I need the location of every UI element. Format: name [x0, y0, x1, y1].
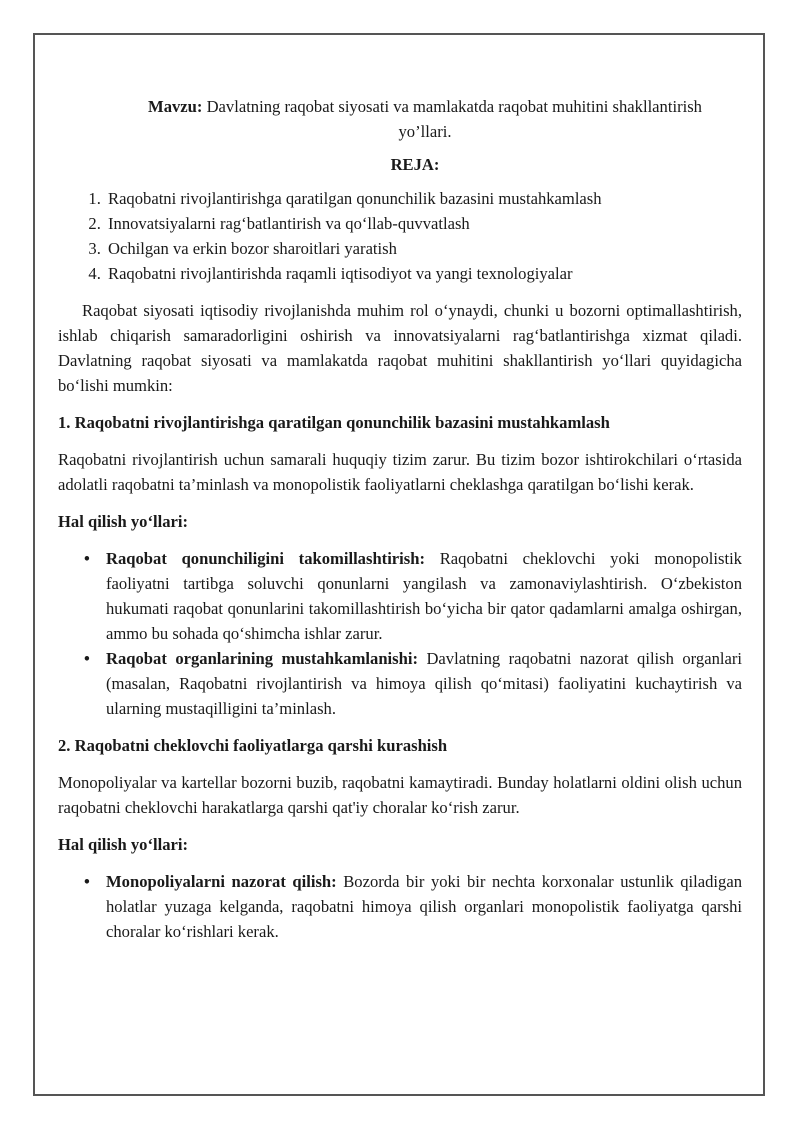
- title-text-line2: yo’llari.: [398, 122, 452, 141]
- list-item: [84, 546, 742, 646]
- bullet-bold-lead: Raqobat qonunchiligini takomillashtirish:: [106, 549, 425, 568]
- document-body: [58, 94, 742, 944]
- bullet-bold-lead: Monopoliyalarni nazorat qilish:: [106, 872, 337, 891]
- bullet-list-2: [58, 869, 742, 944]
- title-label: Mavzu:: [148, 97, 203, 116]
- document-title: [58, 94, 742, 119]
- bullet-bold-lead: Raqobat organlarining mustahkamlanishi:: [106, 649, 418, 668]
- plan-item: 4. Raqobatni rivojlantirishda raqamli iqtisodiyot va yangi texnologiyalar: [105, 261, 742, 286]
- section-paragraph-1: Raqobatni rivojlantirish uchun samarali huquqiy tizim zarur. Bu tizim bozor ishtirokchilari o‘rtasida adolatli raqobatni ta’minlash va monopolistik faoliyatlarni cheklashga qaratilgan bo‘lishi kerak.: [58, 450, 742, 494]
- section-subheading-2: Hal qilish yo‘llari:: [58, 835, 188, 854]
- section-heading-2: 2. Raqobatni cheklovchi faoliyatlarga qarshi kurashish: [58, 736, 448, 755]
- bullet-text: Davlatning raqobatni nazorat qilish organlari (masalan, Raqobatni rivojlantirish va himoya qilish qo‘mitasi) faoliyatini kuchaytirish va ularning mustaqilligini ta’minlash.: [106, 649, 742, 718]
- intro-paragraph: Raqobat siyosati iqtisodiy rivojlanishda muhim rol o‘ynaydi, chunki u bozorni optimallashtirish, ishlab chiqarish samaradorligini oshirish va innovatsiyalarni rag‘batlantirishga xizmat qiladi. Davlatning raqobat siyosati va mamlakatda raqobat muhitini shakllantirish yo‘llari quyidagicha bo‘lishi mumkin:: [58, 301, 742, 395]
- plan-item: 3. Ochilgan va erkin bozor sharoitlari yaratish: [105, 236, 742, 261]
- plan-list: [58, 186, 742, 286]
- list-item: [84, 646, 742, 721]
- section-subheading-1: Hal qilish yo‘llari:: [58, 512, 188, 531]
- bullet-text: Bozorda bir yoki bir nechta korxonalar ustunlik qiladigan holatlar yuzaga kelganda, raqobatni himoya qilish organlari monopolistik faoliyatga qarshi choralar ko‘rishlari kerak.: [106, 872, 742, 941]
- section-paragraph-2: Monopoliyalar va kartellar bozorni buzib, raqobatni kamaytiradi. Bunday holatlarni oldini olish uchun raqobatni cheklovchi harakatlarga qarshi qat'iy choralar ko‘rish zarur.: [58, 773, 742, 817]
- list-item: [84, 869, 742, 944]
- section-heading-1: 1. Raqobatni rivojlantirishga qaratilgan qonunchilik bazasini mustahkamlash: [58, 413, 610, 432]
- title-text-line1: Davlatning raqobat siyosati va mamlakatda raqobat muhitini shakllantirish: [202, 97, 702, 116]
- bullet-list-1: [58, 546, 742, 721]
- bullet-icon: •: [84, 649, 90, 668]
- bullet-text: Raqobatni cheklovchi yoki monopolistik faoliyatni tartibga soluvchi qonunlarni yangilash va zamonaviylashtirish. O‘zbekiston hukumati raqobat qonunlarini takomillashtirish bo‘yicha bir qator qadamlarni amalga oshirgan, ammo bu sohada qo‘shimcha ishlar zarur.: [106, 549, 742, 643]
- bullet-icon: •: [84, 549, 90, 568]
- bullet-icon: •: [84, 872, 90, 891]
- plan-item: 2. Innovatsiyalarni rag‘batlantirish va qo‘llab-quvvatlash: [105, 211, 742, 236]
- plan-heading: REJA:: [390, 155, 440, 174]
- plan-item: 1. Raqobatni rivojlantirishga qaratilgan qonunchilik bazasini mustahkamlash: [105, 186, 742, 211]
